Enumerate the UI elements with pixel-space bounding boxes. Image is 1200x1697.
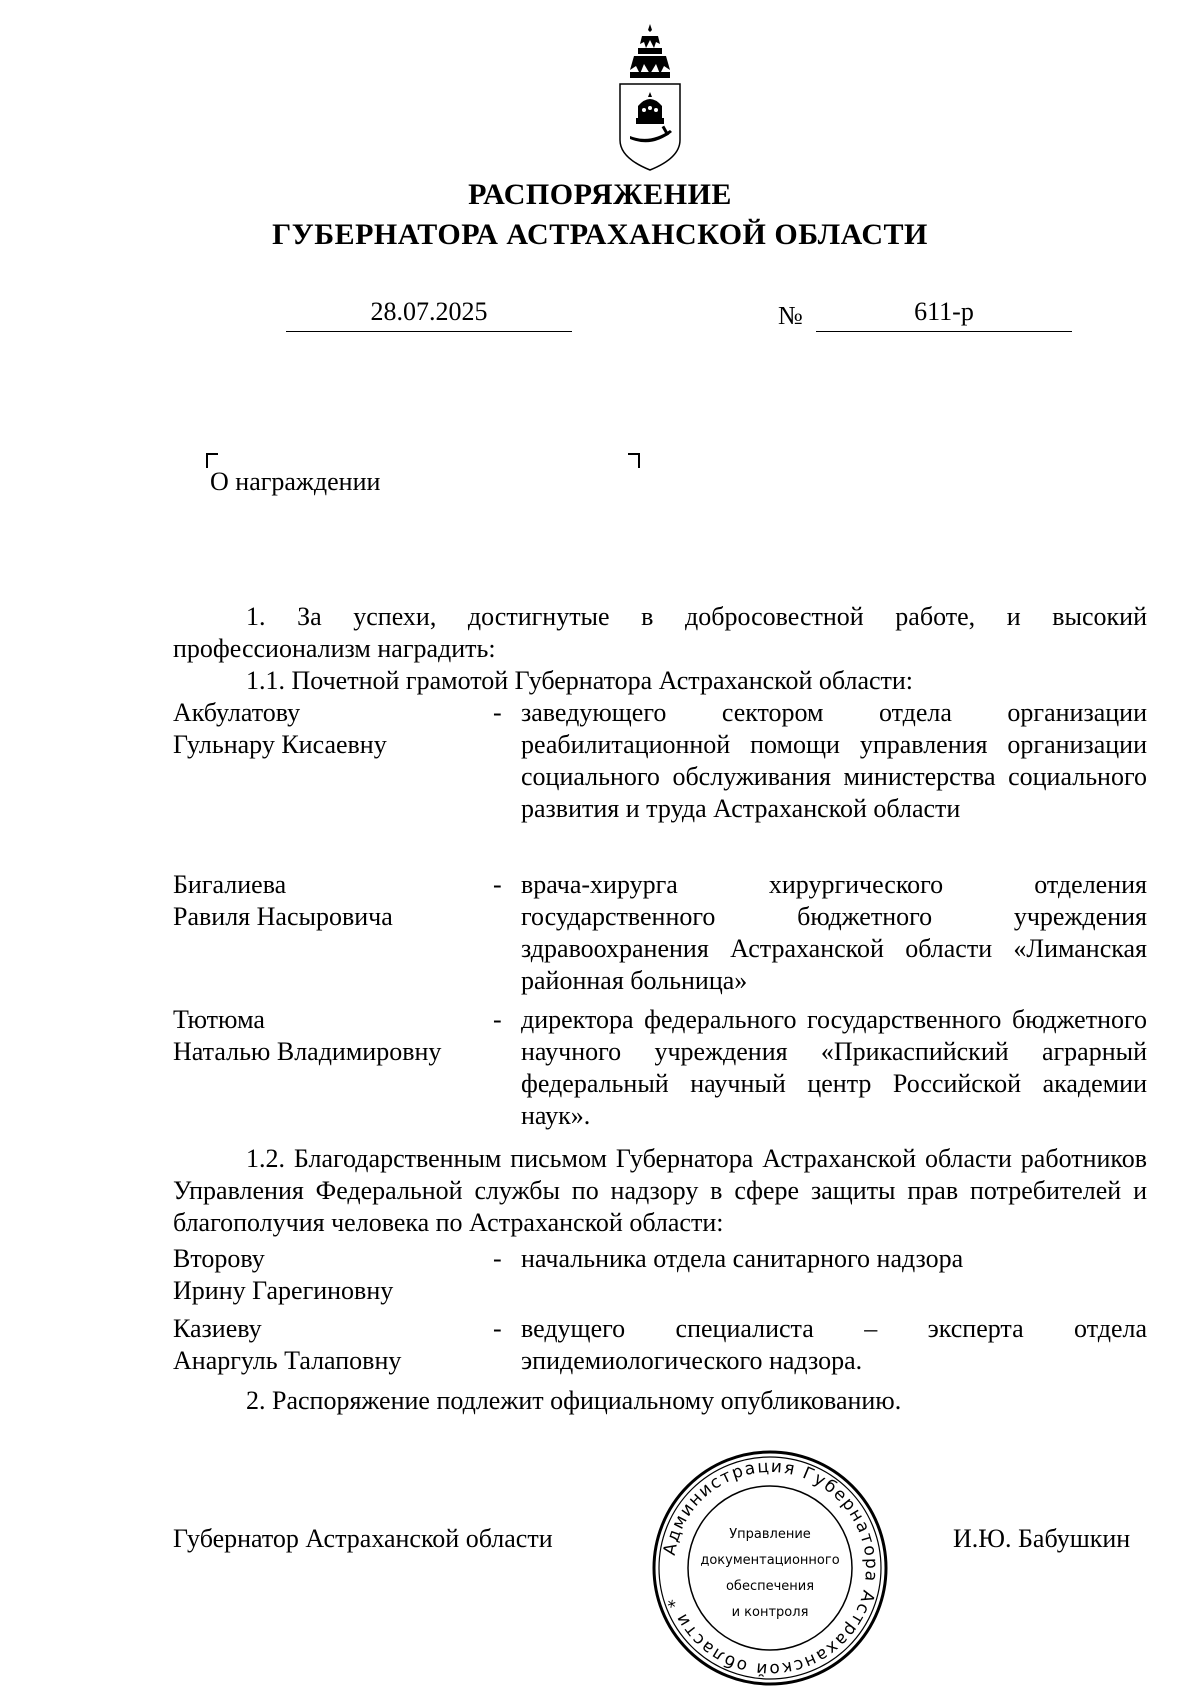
astrakhan-coat-of-arms-icon bbox=[616, 22, 684, 172]
award-dash: - bbox=[493, 870, 502, 899]
paragraph-1: 1. За успехи, достигнутые в добросовестной работе, и высокий профессионализм наградить: bbox=[173, 602, 1147, 663]
award-dash: - bbox=[493, 1244, 502, 1273]
body-section-1-2 bbox=[173, 1143, 1147, 1239]
award-recipient-name: Акбулатову Гульнару Кисаевну bbox=[173, 698, 387, 759]
body-section-1 bbox=[173, 601, 1147, 697]
body-section-2 bbox=[173, 1385, 1147, 1417]
subject-corner-mark-right bbox=[628, 453, 640, 468]
award-row bbox=[173, 1004, 1147, 1132]
number-sign: № bbox=[778, 301, 803, 330]
document-number: 611-р bbox=[816, 297, 1072, 332]
official-stamp bbox=[650, 1448, 890, 1688]
award-recipient-name: Второву Ирину Гарегиновну bbox=[173, 1244, 394, 1305]
award-recipient-position: врача-хирурга хирургического отделения государственного бюджетного учреждения здравоохранения Астраханской области «Лиманская районная больница» bbox=[521, 870, 1147, 995]
award-dash: - bbox=[493, 698, 502, 727]
paragraph-2: 2. Распоряжение подлежит официальному опубликованию. bbox=[246, 1386, 902, 1415]
stamp-inner-line: обеспечения bbox=[725, 1579, 815, 1594]
signatory-position: Губернатор Астраханской области bbox=[173, 1524, 553, 1553]
award-recipient-position: директора федерального государственного бюджетного научного учреждения «Прикаспийский аграрный федеральный научный центр Российской академии наук». bbox=[521, 1005, 1147, 1130]
award-row bbox=[173, 697, 1147, 825]
award-recipient-name: Бигалиева Равиля Насыровича bbox=[173, 870, 393, 931]
stamp-inner-line: Управление bbox=[729, 1527, 811, 1542]
award-recipient-name: Тютюма Наталью Владимировну bbox=[173, 1005, 442, 1066]
document-date: 28.07.2025 bbox=[286, 297, 572, 332]
document-subject: О награждении bbox=[210, 467, 381, 496]
document-title-line2: ГУБЕРНАТОРА АСТРАХАНСКОЙ ОБЛАСТИ bbox=[272, 218, 928, 251]
document-title-line1: РАСПОРЯЖЕНИЕ bbox=[468, 178, 732, 211]
award-recipient-position: заведующего сектором отдела организации реабилитационной помощи управления организации социального обслуживания министерства социального развития и труда Астраханской области bbox=[521, 698, 1147, 823]
stamp-inner-line: и контроля bbox=[731, 1605, 809, 1620]
award-recipient-position: начальника отдела санитарного надзора bbox=[521, 1244, 964, 1273]
stamp-inner-line: документационного bbox=[700, 1553, 840, 1568]
award-row bbox=[173, 869, 1147, 997]
subject-corner-mark-left bbox=[206, 453, 218, 468]
award-recipient-name: Казиеву Анаргуль Талаповну bbox=[173, 1314, 402, 1375]
signatory-name: И.Ю. Бабушкин bbox=[953, 1524, 1131, 1553]
award-dash: - bbox=[493, 1314, 502, 1343]
award-dash: - bbox=[493, 1005, 502, 1034]
stamp-ring-text: Администрация Губернатора Астраханской области * bbox=[659, 1456, 882, 1680]
award-row bbox=[173, 1313, 1147, 1377]
paragraph-1-2: 1.2. Благодарственным письмом Губернатора Астраханской области работников Управления Федеральной службы по надзору в сфере защиты прав потребителей и благополучия человека по Астраханской области: bbox=[173, 1144, 1147, 1237]
paragraph-1-1: 1.1. Почетной грамотой Губернатора Астраханской области: bbox=[246, 666, 914, 695]
award-recipient-position: ведущего специалиста – эксперта отдела эпидемиологического надзора. bbox=[521, 1314, 1147, 1375]
award-row bbox=[173, 1243, 1147, 1307]
